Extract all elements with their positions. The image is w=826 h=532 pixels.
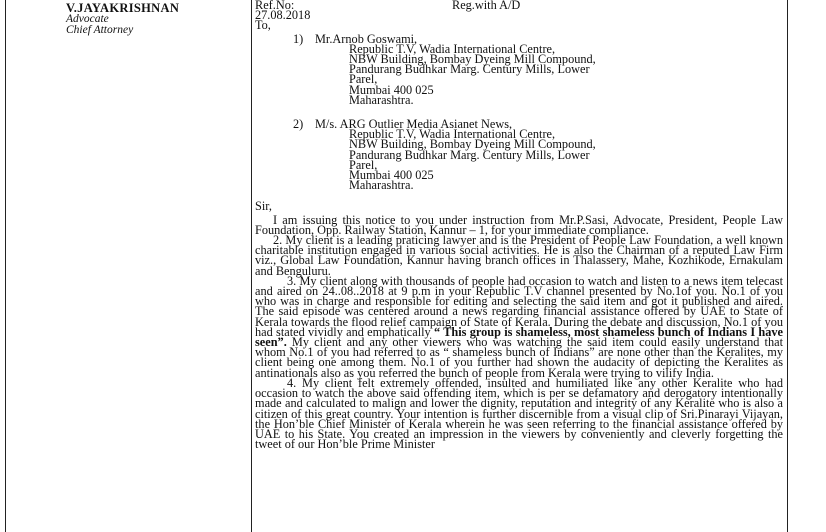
addressee-line: NBW Building, Bombay Dyeing Mill Compound, [349,52,596,66]
addressee-line: M/s. ARG Outlier Media Asianet News, [315,117,513,132]
paragraph-3 [255,273,784,380]
paragraph-4: 4. My client felt extremely offended, insulted and humiliated like any other Keralite who had occasion to watch the above said offending item, which is per se defamatory and derogatory intentionally made and calculated to malign and lower the dignity, reputation and integrity of any Keralite who is also a citizen of this great country. Your intention is further discernible from a visual clip of Sri.Pinarayi Vijayan, the Hon’ble Chief Minister of Kerala wherein he was seen referring to the financial assistance offered by UAE to his State. You created an impression in the viewers by conveniently and cleverly forgetting the tweet of our Hon’ble Prime Minister [255,375,783,452]
column-divider [251,0,252,532]
addressee-line: Republic T.V, Wadia International Centre, [349,127,556,142]
letterhead [66,3,251,36]
addressee-line: Mr.Arnob Goswami, [315,31,418,46]
addressee-line: Parel, [349,157,378,172]
ref-row [255,0,783,10]
addressee-line: NBW Building, Bombay Dyeing Mill Compound, [349,137,596,152]
letter-body [255,0,784,452]
quoted-statement: “ This group is shameless, most shameless bunch of Indians I have seen”. [255,324,784,350]
addressee-number: 1) [293,31,304,46]
addressee-2 [293,117,783,193]
paragraph-1: I am issuing this notice to you under instruction from Mr.P.Sasi, Advocate, President, People Law Foundation, Opp. Railway Station, Kannur – 1, for your immediate compliance. [255,212,783,237]
right-border [787,0,788,532]
left-border [5,0,6,532]
salutation: Sir, [255,199,272,214]
paragraph-3-continued: My client and any other viewers who was watching the said item could easily understand that whom No.1 of you had referred to as “ shameless bunch of Indians” are none other than the Keralites, my client being one among them. No.1 of you further had shown the audacity of depicting the Keralites as antinationals also as you referred the bunch of people from Kerala were trying to vilify India. [255,335,783,380]
paragraph-2: 2. My client is a leading praticing lawyer and is the President of People Law Foundation, a well known charitable institution engaged in various social activities. He is also the Chairman of a reputed Law Firm viz., Global Law Foundation, Kannur having branch offices in Thalassery, Mahe, Kozhikode, Ernakulam and Benguluru. [255,233,783,278]
addressee-line: Pandurang Budhkar Marg. Century Mills, Lower [349,147,590,162]
addressee-1 [293,31,783,107]
addressee-line: Mumbai 400 025 [349,82,434,97]
to-label: To, [255,18,271,33]
advocate-title: Advocate [66,13,109,25]
addressee-line: Maharashtra. [349,178,414,193]
chief-attorney-title: Chief Attorney [66,24,134,36]
addressee-number: 2) [293,117,304,132]
letter-date: 27.08.2018 [255,8,311,23]
paragraph-3-text: 3. My client along with thousands of people had occasion to watch and listen to a news item telecast and aired on 24..08..2018 at 9 p.m in your Republic T.V channel presented by No.1of you. No.1 of you who was in charge and responsible for editing and selecting the said item and got it published and aired. The said episode was centered around a news regarding financial assistance offered by UAE to State of Kerala towards the flood relief campaign of State of Kerala. During the debate and discussion, No.1 of you had stated vividly and emphatically [255,273,783,339]
addressee-line: Republic T.V, Wadia International Centre, [349,41,556,56]
addressee-line: Maharashtra. [349,92,414,107]
ref-label: Ref.No: [255,0,295,12]
addressee-line: Pandurang Budhkar Marg. Century Mills, Lower [349,62,590,77]
registered-mail-label: Reg.with A/D [452,0,521,12]
advocate-name: V.JAYAKRISHNAN [66,1,180,15]
addressee-line: Parel, [349,72,378,87]
addressee-line: Mumbai 400 025 [349,168,434,183]
